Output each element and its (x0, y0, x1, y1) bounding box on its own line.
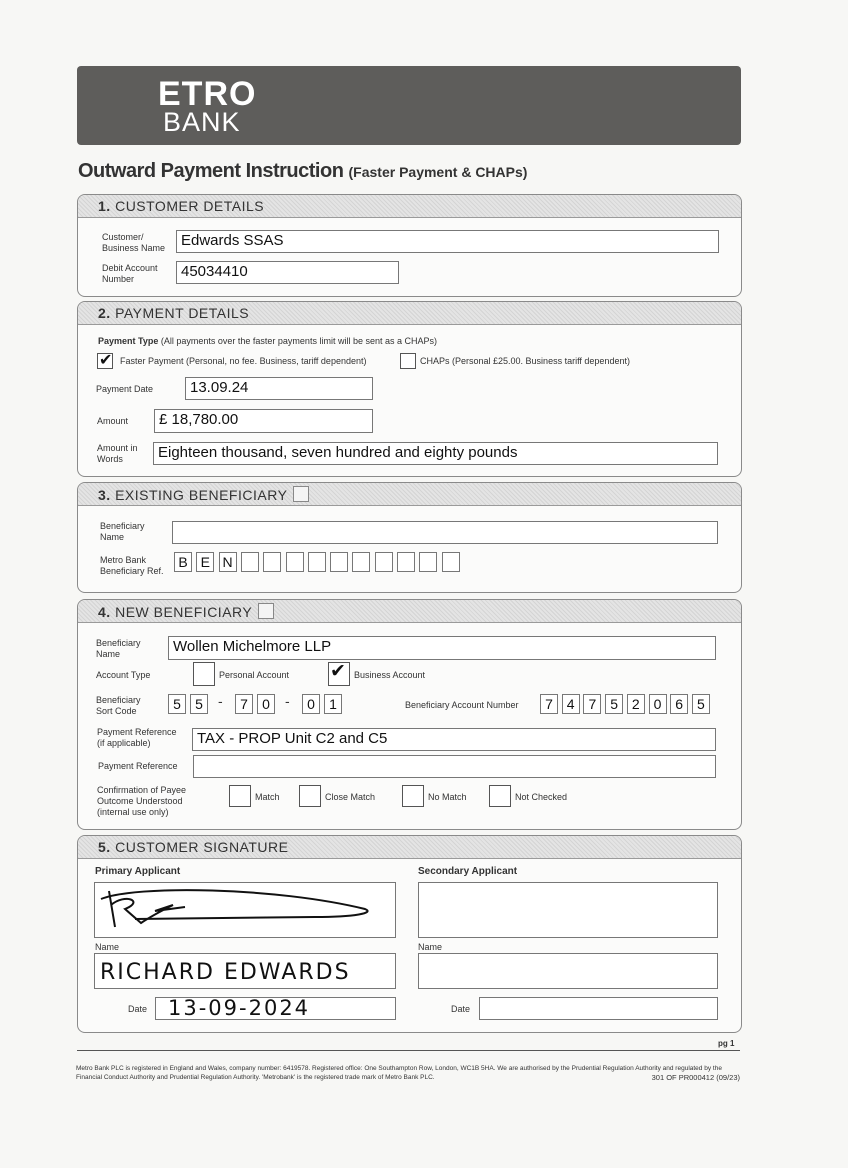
beneficiary-ref-char-box[interactable]: N (219, 552, 237, 572)
faster-payment-tick-icon: ✔ (99, 352, 113, 369)
payment-type-note: (All payments over the faster payments limit will be sent as a CHAPs) (160, 336, 437, 346)
amount-field[interactable] (154, 409, 373, 433)
beneficiary-ref-char-box[interactable] (397, 552, 415, 572)
form-title-sub: (Faster Payment & CHAPs) (348, 164, 528, 180)
amount-words-field[interactable]: Eighteen thousand, seven hundred and eighty pounds (153, 442, 718, 465)
payment-date-label: Payment Date (96, 384, 154, 394)
new-beneficiary-name-field[interactable]: Wollen Michelmore LLP (168, 636, 716, 660)
chaps-checkbox[interactable] (400, 353, 416, 369)
cop-option-label: Close Match (325, 792, 376, 802)
cop-option-checkbox[interactable] (229, 785, 251, 807)
account-number-digit-box[interactable]: 7 (540, 694, 558, 714)
currency-symbol: £ (159, 411, 168, 428)
payment-reference-1-label: Payment Reference (if applicable) (97, 727, 177, 748)
account-number-digit-box[interactable]: 5 (692, 694, 710, 714)
account-number-digit-box[interactable]: 0 (649, 694, 667, 714)
sort-code-separator: - (218, 693, 223, 709)
cop-option-checkbox[interactable] (299, 785, 321, 807)
existing-beneficiary-name-field[interactable] (172, 521, 718, 544)
confirmation-of-payee-label: Confirmation of Payee Outcome Understood (internal use only) (97, 785, 187, 817)
section-header (78, 600, 741, 623)
beneficiary-ref-char-box[interactable] (241, 552, 259, 572)
page-number: pg 1 (718, 1039, 735, 1048)
sort-code-label: Beneficiary Sort Code (96, 695, 141, 716)
section-header (78, 195, 741, 218)
cop-option-checkbox[interactable] (489, 785, 511, 807)
business-account-tick-icon: ✔ (330, 661, 346, 682)
chaps-label: CHAPs (Personal £25.00. Business tariff dependent) (420, 356, 630, 366)
secondary-date-field[interactable] (479, 997, 718, 1020)
beneficiary-ref-char-box[interactable] (375, 552, 393, 572)
amount-value: 18,780.00 (171, 411, 239, 428)
primary-signature-box[interactable] (94, 882, 396, 938)
beneficiary-ref-label: Metro Bank Beneficiary Ref. (100, 555, 164, 576)
new-beneficiary-name-label: Beneficiary Name (96, 638, 141, 659)
payment-date-field[interactable]: 13.09.24 (185, 377, 373, 400)
customer-name-label: Customer/ Business Name (102, 232, 166, 253)
account-number-digit-box[interactable]: 2 (627, 694, 645, 714)
cop-option-label: No Match (428, 792, 467, 802)
primary-name-label: Name (95, 942, 120, 952)
section-title: PAYMENT DETAILS (115, 305, 250, 321)
cop-option-label: Match (255, 792, 280, 802)
sort-code-digit-box[interactable]: 5 (168, 694, 186, 714)
beneficiary-ref-char-box[interactable] (330, 552, 348, 572)
sort-code-digit-box[interactable]: 0 (257, 694, 275, 714)
secondary-date-label: Date (451, 1004, 471, 1014)
section-number: 1. (98, 198, 111, 214)
existing-beneficiary-checkbox[interactable] (293, 486, 309, 502)
account-number-digit-box[interactable]: 6 (670, 694, 688, 714)
payment-reference-1-field[interactable]: TAX - PROP Unit C2 and C5 (192, 728, 716, 751)
section-number: 3. (98, 487, 111, 503)
primary-date-value: 13-09-2024 (168, 996, 311, 1020)
account-number-label: Beneficiary Account Number (405, 700, 519, 710)
amount-words-label: Amount in Words (97, 443, 138, 464)
beneficiary-ref-char-box[interactable] (308, 552, 326, 572)
secondary-signature-box[interactable] (418, 882, 718, 938)
existing-beneficiary-name-label: Beneficiary Name (100, 521, 145, 542)
form-code: 301 OF PR000412 (09/23) (651, 1073, 740, 1082)
customer-name-field[interactable]: Edwards SSAS (176, 230, 719, 253)
sort-code-digit-box[interactable]: 5 (190, 694, 208, 714)
sort-code-separator: - (285, 693, 290, 709)
beneficiary-ref-char-box[interactable]: B (174, 552, 192, 572)
section-title: NEW BENEFICIARY (115, 604, 253, 620)
section-title: CUSTOMER SIGNATURE (115, 839, 289, 855)
debit-account-field[interactable]: 45034410 (176, 261, 399, 284)
footer-legal-text: Metro Bank PLC is registered in England and Wales, company number: 6419578. Registered office: One Southampton Row, London, WC1B 5HA. We are authorised by the Prudential Regulation Authority and regulated by the Financial Conduct Authority and Prudential Regulation Authority. 'Metrobank' is the registered trade mark of Metro Bank PLC. (76, 1065, 722, 1081)
secondary-applicant-label: Secondary Applicant (418, 866, 518, 877)
primary-signature-image (95, 883, 395, 937)
beneficiary-ref-char-box[interactable] (286, 552, 304, 572)
payment-type-title: Payment Type (98, 336, 159, 346)
section-number: 4. (98, 604, 111, 620)
primary-applicant-label: Primary Applicant (95, 866, 181, 877)
beneficiary-ref-char-box[interactable]: E (196, 552, 214, 572)
beneficiary-ref-char-box[interactable] (263, 552, 281, 572)
beneficiary-ref-char-box[interactable] (352, 552, 370, 572)
primary-date-label: Date (128, 1004, 148, 1014)
section-header (78, 836, 741, 859)
personal-account-label: Personal Account (219, 670, 290, 680)
form-title (78, 160, 527, 183)
account-number-digit-box[interactable]: 4 (562, 694, 580, 714)
section-header (78, 483, 741, 506)
debit-account-label: Debit Account Number (102, 263, 158, 284)
account-number-digit-box[interactable]: 7 (583, 694, 601, 714)
payment-reference-2-label: Payment Reference (98, 761, 178, 771)
section-header (78, 302, 741, 325)
bank-logo-line1: ETRO (158, 75, 257, 113)
new-beneficiary-checkbox[interactable] (258, 603, 274, 619)
payment-type-label (98, 336, 437, 347)
sort-code-digit-box[interactable]: 1 (324, 694, 342, 714)
payment-reference-2-field[interactable] (193, 755, 716, 778)
cop-option-checkbox[interactable] (402, 785, 424, 807)
faster-payment-label: Faster Payment (Personal, no fee. Business, tariff dependent) (120, 356, 367, 366)
sort-code-digit-box[interactable]: 0 (302, 694, 320, 714)
secondary-name-field[interactable] (418, 953, 718, 989)
form-title-main: Outward Payment Instruction (78, 160, 344, 182)
bank-logo-line2: BANK (163, 107, 241, 137)
personal-account-checkbox[interactable] (193, 662, 215, 686)
footer-divider (77, 1050, 740, 1051)
business-account-label: Business Account (354, 670, 426, 680)
section-number: 5. (98, 839, 111, 855)
beneficiary-ref-char-box[interactable] (442, 552, 460, 572)
primary-name-value: RICHARD EDWARDS (100, 960, 351, 985)
beneficiary-ref-char-box[interactable] (419, 552, 437, 572)
section-number: 2. (98, 305, 111, 321)
amount-label: Amount (97, 416, 129, 426)
section-title: CUSTOMER DETAILS (115, 198, 265, 214)
cop-option-label: Not Checked (515, 792, 568, 802)
secondary-name-label: Name (418, 942, 443, 952)
sort-code-digit-box[interactable]: 7 (235, 694, 253, 714)
section-title: EXISTING BENEFICIARY (115, 487, 288, 503)
account-type-label: Account Type (96, 670, 151, 680)
account-number-digit-box[interactable]: 5 (605, 694, 623, 714)
